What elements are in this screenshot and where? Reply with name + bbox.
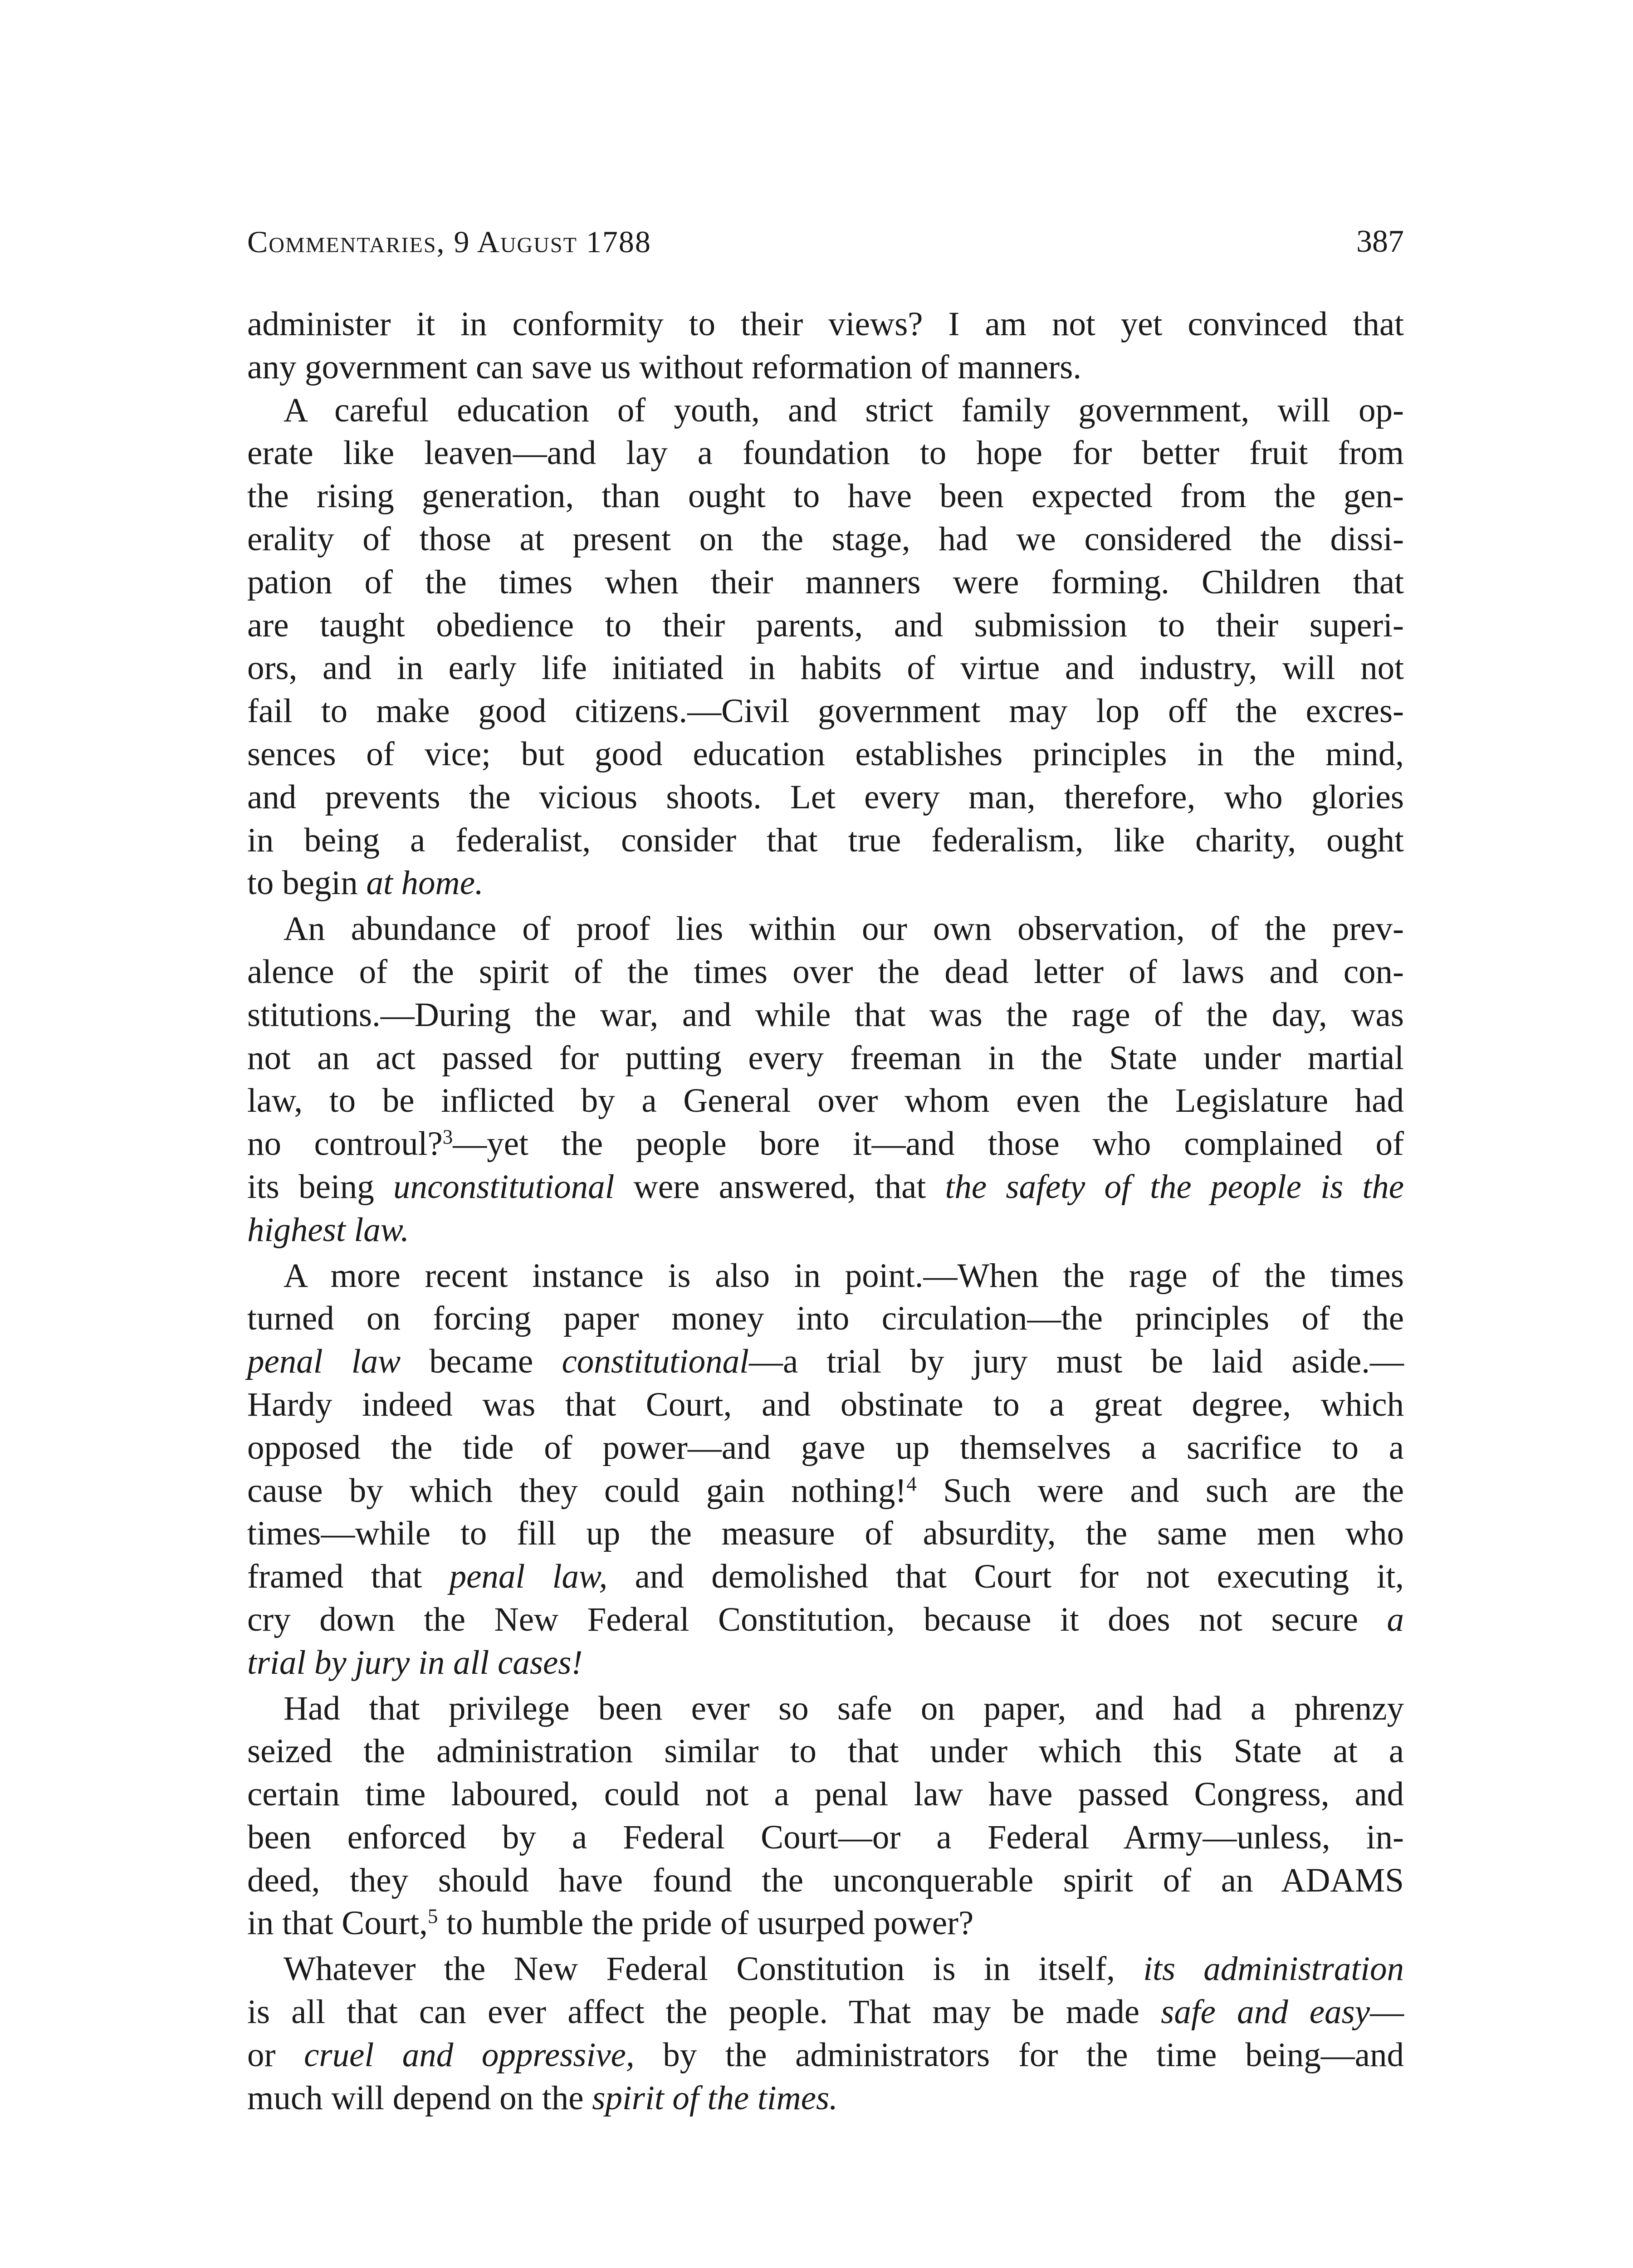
footnote-marker: 4 bbox=[906, 1472, 917, 1495]
text-line bbox=[247, 819, 1404, 862]
text-line bbox=[247, 1902, 1404, 1945]
text-run: sences of vice; but good education establishes principles in the mind, bbox=[247, 735, 1404, 773]
text-line bbox=[247, 951, 1404, 994]
text-run: no controul? bbox=[247, 1125, 443, 1163]
text-line bbox=[247, 303, 1404, 346]
text-run: the rising generation, than ought to have been expected from the gen- bbox=[247, 477, 1404, 515]
text-run: An abundance of proof lies within our own observation, of the prev- bbox=[284, 910, 1404, 948]
paragraph-p1 bbox=[247, 303, 1404, 389]
text-run: erate like leaven—and lay a foundation to hope for better fruit from bbox=[247, 434, 1404, 472]
text-run: administer it in conformity to their views? I am not yet convinced that bbox=[247, 305, 1404, 343]
text-run: turned on forcing paper money into circulation—the principles of the bbox=[247, 1300, 1404, 1338]
text-run: certain time laboured, could not a penal law have passed Congress, and bbox=[247, 1775, 1404, 1813]
text-run: been enforced by a Federal Court—or a Federal Army—unless, in- bbox=[247, 1818, 1404, 1856]
text-line bbox=[247, 1991, 1404, 2034]
text-run: —a trial by jury must be laid aside.— bbox=[748, 1343, 1404, 1381]
text-run: any government can save us without reformation of manners. bbox=[247, 348, 1082, 386]
text-run: and demolished that Court for not executing it, bbox=[607, 1558, 1404, 1596]
text-run: in being a federalist, consider that true federalism, like charity, ought bbox=[247, 821, 1404, 859]
text-line bbox=[247, 994, 1404, 1037]
text-line bbox=[247, 647, 1404, 690]
italic-run: safe and easy bbox=[1161, 1993, 1370, 2031]
text-run: to humble the pride of usurped power? bbox=[438, 1904, 974, 1942]
text-run: alence of the spirit of the times over the dead letter of laws and con- bbox=[247, 953, 1404, 991]
text-line bbox=[247, 1687, 1404, 1730]
text-run: its being bbox=[247, 1168, 393, 1206]
paragraph-p6 bbox=[247, 1948, 1404, 2120]
text-line bbox=[247, 1037, 1404, 1080]
text-line bbox=[247, 2077, 1404, 2120]
text-line bbox=[247, 1209, 1404, 1252]
footnote-marker: 5 bbox=[427, 1905, 438, 1928]
text-line bbox=[247, 1255, 1404, 1298]
text-line bbox=[247, 733, 1404, 776]
text-run: pation of the times when their manners were forming. Children that bbox=[247, 563, 1404, 601]
text-run: framed that bbox=[247, 1558, 450, 1596]
paragraph-p2 bbox=[247, 389, 1404, 905]
text-run: Had that privilege been ever so safe on paper, and had a phrenzy bbox=[284, 1689, 1404, 1727]
text-line bbox=[247, 389, 1404, 432]
text-line bbox=[247, 1512, 1404, 1555]
text-run: became bbox=[401, 1343, 562, 1381]
text-run: stitutions.—During the war, and while that was the rage of the day, was bbox=[247, 996, 1404, 1034]
text-run: fail to make good citizens.—Civil government may lop off the excres- bbox=[247, 692, 1404, 730]
text-line bbox=[247, 604, 1404, 647]
text-run: cause by which they could gain nothing! bbox=[247, 1471, 907, 1510]
text-run: erality of those at present on the stage, had we considered the dissi- bbox=[247, 520, 1404, 558]
text-line bbox=[247, 1123, 1404, 1166]
text-run: by the administrators for the time being—and bbox=[634, 2036, 1404, 2074]
text-line bbox=[247, 346, 1404, 389]
text-run: Whatever the New Federal Constitution is in itself, bbox=[284, 1950, 1144, 1988]
text-run: —yet the people bore it—and those who complained of bbox=[453, 1125, 1404, 1163]
text-run: times—while to fill up the measure of absurdity, the same men who bbox=[247, 1515, 1404, 1553]
text-run: is all that can ever affect the people. That may be made bbox=[247, 1993, 1161, 2031]
text-line bbox=[247, 1297, 1404, 1340]
italic-run: cruel and oppressive, bbox=[304, 2036, 635, 2074]
text-line bbox=[247, 1340, 1404, 1383]
text-run: to begin bbox=[247, 864, 367, 902]
text-line bbox=[247, 1859, 1404, 1902]
text-run: are taught obedience to their parents, and submission to their superi- bbox=[247, 606, 1404, 644]
text-run: law, to be inflicted by a General over whom even the Legislature had bbox=[247, 1082, 1404, 1120]
italic-run: spirit of the times. bbox=[592, 2079, 838, 2117]
text-run: and prevents the vicious shoots. Let every man, therefore, who glories bbox=[247, 778, 1404, 816]
text-run: deed, they should have found the unconquerable spirit of an ADAMS bbox=[247, 1861, 1404, 1899]
text-run: A more recent instance is also in point.—When the rage of the times bbox=[284, 1256, 1404, 1295]
text-run: opposed the tide of power—and gave up themselves a sacrifice to a bbox=[247, 1428, 1404, 1466]
text-run: cry down the New Federal Constitution, because it does not secure bbox=[247, 1600, 1387, 1638]
text-line bbox=[247, 1816, 1404, 1859]
text-line bbox=[247, 1730, 1404, 1773]
text-line bbox=[247, 561, 1404, 604]
page-header bbox=[247, 217, 1404, 267]
text-line bbox=[247, 908, 1404, 951]
text-line bbox=[247, 1642, 1404, 1685]
text-run: — bbox=[1370, 1993, 1404, 2031]
text-run: or bbox=[247, 2036, 304, 2074]
italic-run: penal law, bbox=[449, 1558, 608, 1596]
page-number: 387 bbox=[1356, 224, 1404, 259]
italic-run: a bbox=[1387, 1600, 1404, 1638]
paragraph-p5 bbox=[247, 1687, 1404, 1945]
text-line bbox=[247, 2034, 1404, 2077]
running-head: Commentaries, 9 August 1788 bbox=[247, 225, 651, 259]
text-run: A careful education of youth, and strict family government, will op- bbox=[284, 391, 1404, 429]
text-run: in that Court, bbox=[247, 1904, 428, 1942]
text-line bbox=[247, 1948, 1404, 1991]
text-run: much will depend on the bbox=[247, 2079, 592, 2117]
italic-run: constitutional bbox=[562, 1343, 749, 1381]
text-line bbox=[247, 1598, 1404, 1642]
italic-run: highest law. bbox=[247, 1211, 409, 1249]
italic-run: unconstitutional bbox=[393, 1168, 615, 1206]
text-line bbox=[247, 862, 1404, 905]
paragraph-p4 bbox=[247, 1255, 1404, 1685]
text-run: ors, and in early life initiated in habits of virtue and industry, will not bbox=[247, 649, 1404, 687]
footnote-marker: 3 bbox=[442, 1125, 453, 1149]
text-run: Hardy indeed was that Court, and obstinate to a great degree, which bbox=[247, 1385, 1404, 1423]
text-line bbox=[247, 1166, 1404, 1209]
body-text bbox=[247, 303, 1404, 2120]
italic-run: the safety of the people is the bbox=[945, 1168, 1404, 1206]
text-line bbox=[247, 1080, 1404, 1123]
text-line bbox=[247, 475, 1404, 518]
text-line bbox=[247, 432, 1404, 475]
italic-run: at home. bbox=[366, 864, 484, 902]
text-run: seized the administration similar to that under which this State at a bbox=[247, 1732, 1404, 1770]
text-run: were answered, that bbox=[614, 1168, 945, 1206]
text-line bbox=[247, 1773, 1404, 1816]
text-line bbox=[247, 1383, 1404, 1427]
italic-run: trial by jury in all cases! bbox=[247, 1643, 583, 1681]
paragraph-p3 bbox=[247, 908, 1404, 1251]
italic-run: its administration bbox=[1143, 1950, 1404, 1988]
text-line bbox=[247, 690, 1404, 733]
text-line bbox=[247, 518, 1404, 561]
text-line bbox=[247, 1427, 1404, 1470]
text-line bbox=[247, 1470, 1404, 1513]
italic-run: penal law bbox=[247, 1343, 401, 1381]
text-line bbox=[247, 1555, 1404, 1598]
text-run: not an act passed for putting every freeman in the State under martial bbox=[247, 1039, 1404, 1077]
text-run: Such were and such are the bbox=[916, 1471, 1404, 1510]
text-line bbox=[247, 776, 1404, 819]
